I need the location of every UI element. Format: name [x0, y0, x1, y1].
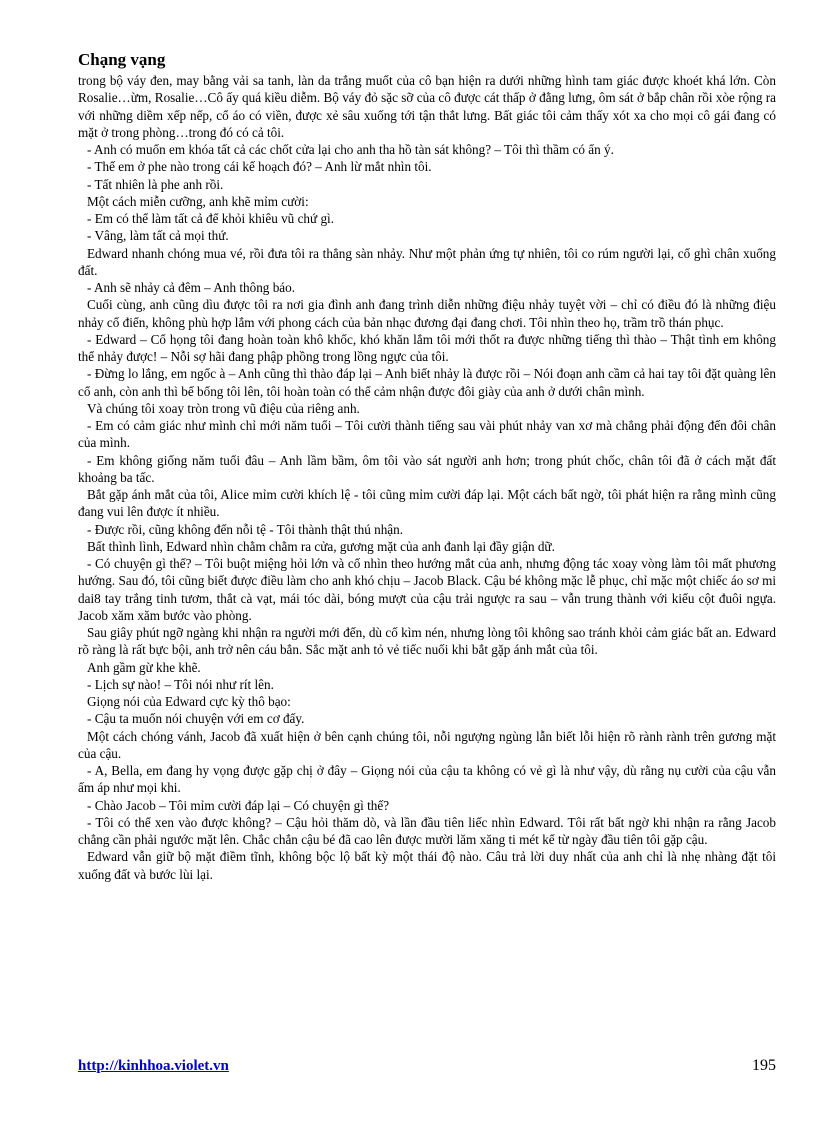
paragraph: Giọng nói của Edward cực kỳ thô bạo: — [87, 694, 291, 709]
paragraph: - Cậu ta muốn nói chuyện với em cơ đấy. — [87, 711, 305, 727]
paragraph: Anh gầm gừ khe khẽ. — [87, 659, 201, 675]
paragraph: trong bộ váy đen, may bằng vải sa tanh, làn da trắng muốt của cô bạn hiện ra dưới những hình tam giác được khoét khá lớn. Còn Rosalie…ừm, Rosalie…Cô ấy quá kiều diễm. Bộ váy đỏ sặc sỡ của cô được cát thấp ở đằng lưng, ôm sát ở bắp chân rồi xòe rộng ra với những diềm xếp nếp, cổ áo có viền, được xẻ sâu xuống tới tận thắt lưng. Bất giác tôi cảm thấy xót xa cho mọi cô gái đang có mặt ở trong phòng…trong đó có cả tôi. — [78, 73, 776, 140]
paragraph: Edward vẫn giữ bộ mặt điềm tĩnh, không bộc lộ bất kỳ một thái độ nào. Câu trả lời duy nhất của anh chỉ là nhẹ nhàng đặt tôi xuống đất và bước lùi lại. — [78, 849, 776, 882]
paragraph: Bắt gặp ánh mắt của tôi, Alice mỉm cười khích lệ - tôi cũng mỉm cười đáp lại. Một cách bất ngờ, tôi phát hiện ra rằng mình cũng đang vui lên được ít nhiều. — [78, 487, 776, 520]
paragraph: Cuối cùng, anh cũng dìu được tôi ra nơi gia đình anh đang trình diễn những điệu nhảy tuyệt vời – chỉ có điều đó là những điệu nhảy cổ điển, không phù hợp lắm với phong cách của bản nhạc đương đại đang chơi. Tôi nhìn theo họ, trầm trồ thán phục. — [78, 297, 776, 330]
paragraph: - Edward – Cổ họng tôi đang hoàn toàn khô khốc, khó khăn lắm tôi mới thốt ra được những tiếng thì thào – Thật tình em không thể nhảy được! – Nỗi sợ hãi đang phập phồng trong lồng ngực của tôi. — [78, 331, 776, 364]
paragraph: - A, Bella, em đang hy vọng được gặp chị ở đây – Giọng nói của cậu ta không có vẻ gì là như vậy, dù rằng nụ cười của cậu vẫn ấm áp như mọi khi. — [78, 763, 776, 796]
paragraph: - Tôi có thể xen vào được không? – Cậu hỏi thăm dò, và lần đầu tiên liếc nhìn Edward. Tôi rất bất ngờ khi nhận ra rằng Jacob chẳng cần phải ngước mặt lên. Chắc chắn cậu bé đã cao lên được mười lăm xăng ti mét kể từ ngày đầu tiên tôi gặp cậu. — [78, 814, 776, 847]
paragraph: Một cách miễn cưỡng, anh khẽ mỉm cười: — [87, 193, 309, 209]
page-number: 195 — [752, 1057, 776, 1074]
paragraph: - Em không giống năm tuổi đâu – Anh lầm bầm, ôm tôi vào sát người anh hơn; trong phút chốc, chân tôi đã ở cách mặt đất khoảng ba tấc. — [78, 452, 776, 485]
paragraph: - Vâng, làm tất cả mọi thứ. — [87, 228, 229, 244]
paragraph: Edward nhanh chóng mua vé, rồi đưa tôi ra thẳng sàn nhảy. Như một phản ứng tự nhiên, tôi co rúm người lại, cố ghì chân xuống đất. — [78, 245, 776, 278]
paragraph: - Tất nhiên là phe anh rồi. — [87, 176, 224, 192]
paragraph: - Thế em ở phe nào trong cái kế hoạch đó? – Anh lừ mắt nhìn tôi. — [87, 159, 432, 175]
paragraph: - Anh có muốn em khóa tất cả các chốt cửa lại cho anh tha hồ tàn sát không? – Tôi thì thầm có ẩn ý. — [87, 142, 614, 157]
paragraph: Một cách chóng vánh, Jacob đã xuất hiện ở bên cạnh chúng tôi, nỗi ngượng ngùng lẫn biết lỗi hiện rõ rành rành trên gương mặt của cậu. — [78, 728, 776, 761]
paragraph: - Được rồi, cũng không đến nỗi tệ - Tôi thành thật thú nhận. — [87, 521, 404, 537]
paragraph: Bất thình lình, Edward nhìn chằm chằm ra cửa, gương mặt của anh đanh lại đầy giận dữ. — [87, 538, 555, 554]
paragraph: - Em có cảm giác như mình chỉ mới năm tuổi – Tôi cười thành tiếng sau vài phút nhảy van xơ mà chẳng phải động đến đôi chân của mình. — [78, 418, 776, 451]
paragraph: Sau giây phút ngỡ ngàng khi nhận ra người mới đến, dù cố kìm nén, nhưng lòng tôi không sao tránh khỏi cảm giác bất an. Edward rõ ràng là rất bực bội, anh trở nên cáu bẳn. Sắc mặt anh tỏ vẻ tiếc nuối khi bắt gặp ánh mắt của tôi. — [78, 625, 776, 658]
body-text — [78, 72, 776, 883]
paragraph: - Chào Jacob – Tôi mỉm cười đáp lại – Có chuyện gì thế? — [87, 797, 390, 813]
paragraph: - Lịch sự nào! – Tôi nói như rít lên. — [87, 676, 274, 692]
chapter-title: Chạng vạng — [78, 50, 166, 69]
paragraph: Và chúng tôi xoay tròn trong vũ điệu của riêng anh. — [87, 400, 360, 416]
paragraph: - Anh sẽ nhảy cả đêm – Anh thông báo. — [87, 280, 296, 295]
paragraph: - Em có thể làm tất cả để khỏi khiêu vũ chứ gì. — [87, 211, 335, 226]
paragraph: - Đừng lo lắng, em ngốc à – Anh cũng thì thào đáp lại – Anh biết nhảy là được rồi – Nói đoạn anh cầm cả hai tay tôi đặt quàng lên cổ anh, còn anh thì bế bổng tôi lên, tôi hoàn toàn có thể cảm nhận được đôi giày của anh ở dưới chân mình. — [78, 366, 776, 399]
footer-website-link[interactable]: http://kinhhoa.violet.vn — [78, 1058, 229, 1074]
paragraph: - Có chuyện gì thế? – Tôi buột miệng hỏi lớn và cố nhìn theo hướng mắt của anh, nhưng động tác xoay vòng làm tôi mất phương hướng. Sau đó, tôi cũng biết được điều làm cho anh khó chịu – Jacob Black. Cậu bé không mặc lễ phục, chỉ mặc một chiếc áo sơ mi dai8 tay trắng tinh tươm, thắt cà vạt, mái tóc dài, bóng mượt của cậu trải ngược ra sau – vẫn trung thành với kiểu cột đuôi ngựa. Jacob xăm xăm bước vào phòng. — [78, 556, 776, 623]
